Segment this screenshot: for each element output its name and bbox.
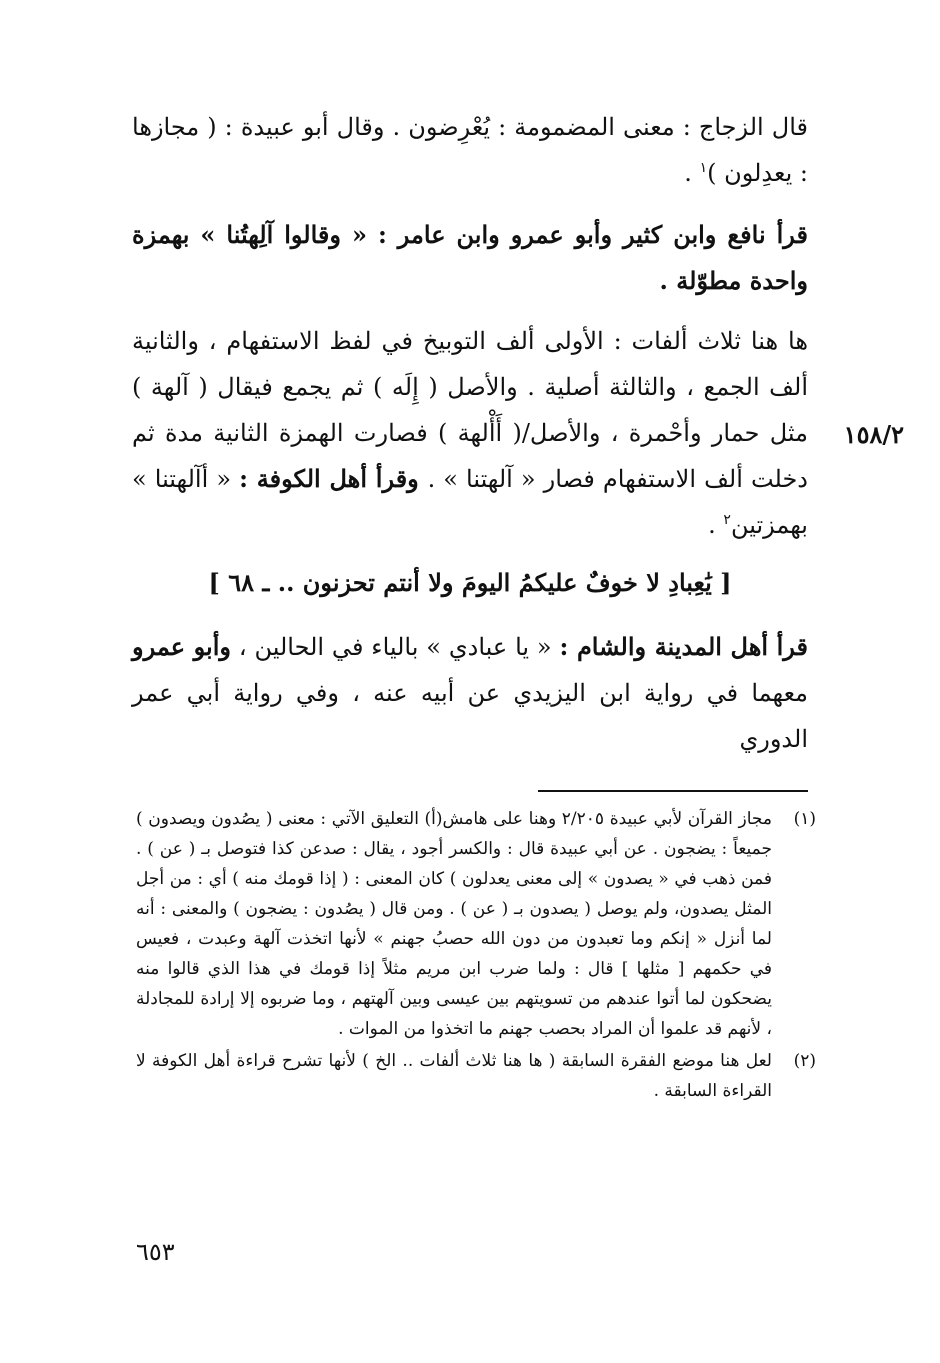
reading-label: قرأ أهل المدينة والشام :	[559, 632, 809, 661]
footnote-2	[136, 1046, 816, 1106]
paragraph-end: .	[708, 511, 724, 539]
paragraph-text: قرأ نافع وابن كثير وأبو عمرو وابن عامر : « وقالوا آلِهتُنا » بهمزة واحدة مطوّلة .	[132, 220, 808, 295]
paragraph-text-continued: معهما في رواية ابن اليزيدي عن أبيه عنه ، وفي رواية أبي عمر الدوري	[132, 679, 808, 753]
footnote-number: (١)	[793, 809, 816, 829]
paragraph-reading-madina	[132, 624, 808, 762]
paragraph-end: .	[684, 159, 700, 187]
footnote-text: مجاز القرآن لأبي عبيدة ٢/٢٠٥ وهنا على هامش(أ) التعليق الآتي : معنى ( يصُدون ويصدون ) جميعاً : يضجون . عن أبي عبيدة قال : والكسر أجود ، يقال : صدعن كذا فتوصل بـ ( عن ) . فمن ذهب في « يصدون » إلى معنى يعدلون ) كان المعنى : ( إذا قومك منه ) أي : من أجل المثل يصدون، ولم يوصل ( يصدون بـ ( عن ) . ومن قال ( يصُدون : يضجون ) والمعنى : أنه لما أنزل « إنكم وما تعبدون من دون الله حصبُ جهنم » لأنها اتخذت آلهة وعبدت ، فعيس في حكمهم [ مثلها ] قال : ولما ضرب ابن مريم مثلاً إذا قومك في هذا الذي قالوا منه يضحكون لما أتوا عندهم من تسويتهم بين عيسى وبين آلهتهم ، وما ضربوه إلا إرادة للمجادلة ، لأنهم قد علموا أن المراد بحصب جهنم ما اتخذوا من الموات .	[136, 809, 772, 1039]
paragraph-text: « يا عبادي » بالياء في الحالين ،	[230, 633, 560, 661]
footnote-text: لعل هنا موضع الفقرة السابقة ( ها هنا ثلاث ألفات .. الخ ) لأنها تشرح قراءة أهل الكوفة لا القراءة السابقة .	[136, 1051, 772, 1101]
footnote-number: (٢)	[793, 1051, 816, 1071]
kufa-reading-label: وقرأ أهل الكوفة :	[239, 464, 428, 493]
paragraph-text: قال الزجاج : معنى المضمومة : يُعْرِضون . وقال أبو عبيدة : ( مجازها : يعدِلون )	[132, 113, 808, 187]
footnote-marker-1[interactable]: ١	[699, 160, 708, 176]
footnotes-section	[136, 804, 816, 1108]
page-number: ٦٥٣	[136, 1238, 175, 1266]
footnote-marker-2[interactable]: ٢	[723, 512, 731, 528]
margin-reference: ١٥٨/٢	[843, 420, 904, 449]
kufa-reading-text: « أآلهتنا » بهمزتين	[132, 465, 808, 539]
paragraph-reading-nafi	[132, 212, 808, 304]
reader-name: وأبو عمرو	[132, 632, 231, 661]
quran-verse: [ يَٰعِبادِ لا خوفٌ عليكمُ اليومَ ولا أنتم تحزنون .. ـ ٦٨ ]	[208, 568, 732, 597]
footnote-1	[136, 804, 816, 1044]
paragraph-three-alifs	[132, 318, 808, 548]
paragraph-zajjaj	[132, 104, 808, 196]
footnote-divider	[538, 790, 808, 792]
paragraph-text: ها هنا ثلاث ألفات : الأولى ألف التوبيخ في لفظ الاستفهام ، والثانية ألف الجمع ، والثالثة أصلية . والأصل ( إِلَه ) ثم يجمع فيقال ( آلهة ) مثل حمار وأحْمرة ، والأصل/( أَأْلهة ) فصارت الهمزة الثانية مدة ثم دخلت ألف الاستفهام فصار « آلهتنا » .	[132, 327, 808, 493]
